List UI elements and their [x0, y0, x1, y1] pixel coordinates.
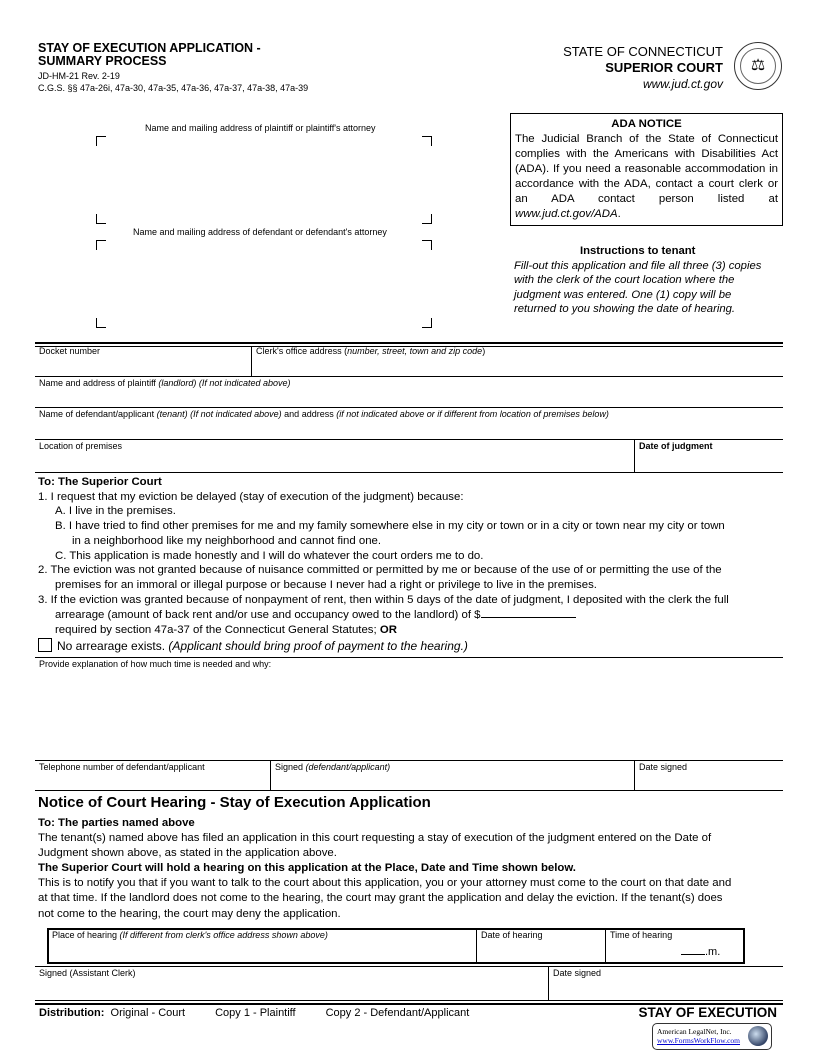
- date-signed-field[interactable]: Date signed: [639, 762, 688, 772]
- distribution: Distribution: Original - Court Copy 1 - Plaintiff Copy 2 - Defendant/Applicant: [39, 1007, 470, 1019]
- state-seal: ⚖: [734, 42, 782, 90]
- time-of-hearing-field[interactable]: Time of hearing: [610, 930, 673, 940]
- clerk-address-field[interactable]: Clerk's office address (number, street, town and zip code): [256, 346, 486, 356]
- date-of-judgment-field[interactable]: Date of judgment: [639, 441, 713, 451]
- ada-notice: ADA NOTICE The Judicial Branch of the State of Connecticut complies with the Americans with Disabilities Act (ADA). If you need a reasonable accommodation in accordance with the ADA, contact a court clerk or an ADA contact person listed at www.jud.ct.gov/ADA.: [510, 113, 783, 226]
- time-suffix: .m.: [681, 946, 720, 958]
- explanation-field[interactable]: Provide explanation of how much time is needed and why:: [39, 659, 272, 669]
- statutes: C.G.S. §§ 47a-26i, 47a-30, 47a-35, 47a-36, 47a-37, 47a-38, 47a-39: [38, 83, 309, 93]
- clerk-signature-field[interactable]: Signed (Assistant Clerk): [39, 968, 136, 978]
- notice-body: To: The parties named above The tenant(s) named above has filed an application in this court requesting a stay of execution of the judgment entered on the Date of Judgment shown above, as stated in the application above. The Superior Court will hold a hearing on this application at the Place, Date and Time shown below. This is to notify you that if you want to talk to the court about this application, you or your attorney must come to the court on that date and at that time. If the landlord does not come to the hearing, the court may grant the application and delay the eviction. If the tenant(s) does not come to the hearing, the court may deny the application.: [38, 817, 732, 920]
- instructions: Instructions to tenant Fill-out this application and file all three (3) copies with the clerk of the court location where the judgment was entered. One (1) copy will be returned to you showing the date of hearing.: [514, 245, 762, 315]
- date-of-hearing-field[interactable]: Date of hearing: [481, 930, 543, 940]
- application-body: To: The Superior Court 1. I request that my eviction be delayed (stay of execution of the judgment) because: A. I live in the premises. B. I have tried to find other premises for me and my family somewhere else in my city or town or in a city or town near my city or town in a neighborhood like my neighborhood and cannot find one. C. This application is made honestly and I will do whatever the court orders me to do. 2. The eviction was not granted because of nuisance committed or permitted by me or because of the use of or permitting the use of the premises for an immoral or illegal purpose or because I never had a right or privilege to live in the premises. 3. If the eviction was granted because of nonpayment of rent, then within 5 days of the date of judgment, I deposited with the clerk the full arrearage (amount of back rent and/or use and occupancy owed to the landlord) of $ required by section 47a-37 of the Connecticut General Statutes; OR No arrearage exists. (Applicant should bring proof of payment to the hearing.): [38, 476, 729, 653]
- form-id: JD-HM-21 Rev. 2-19: [38, 71, 120, 81]
- notice-heading: Notice of Court Hearing - Stay of Execution Application: [38, 794, 431, 811]
- legalnet-logo[interactable]: American LegalNet, Inc. www.FormsWorkFlow.com: [652, 1023, 772, 1050]
- plaintiff-field[interactable]: Name and address of plaintiff (landlord) (If not indicated above): [39, 378, 291, 388]
- arrearage-amount-field[interactable]: [481, 607, 576, 618]
- no-arrearage-checkbox[interactable]: [38, 638, 52, 652]
- clerk-date-signed-field[interactable]: Date signed: [553, 968, 602, 978]
- premises-field[interactable]: Location of premises: [39, 441, 123, 451]
- signed-field[interactable]: Signed (defendant/applicant): [275, 762, 391, 772]
- form-title: STAY OF EXECUTION APPLICATION - SUMMARY PROCESS: [38, 41, 261, 68]
- docket-number-field[interactable]: Docket number: [39, 346, 101, 356]
- court-heading: STATE OF CONNECTICUT SUPERIOR COURT www.jud.ct.gov: [563, 44, 723, 91]
- plaintiff-address-label: Name and mailing address of plaintiff or plaintiff's attorney: [145, 123, 376, 133]
- defendant-address-label: Name and mailing address of defendant or defendant's attorney: [133, 227, 387, 237]
- form-name: STAY OF EXECUTION: [638, 1005, 777, 1020]
- telephone-field[interactable]: Telephone number of defendant/applicant: [39, 762, 205, 772]
- globe-icon: [748, 1026, 768, 1046]
- defendant-field[interactable]: Name of defendant/applicant (tenant) (If not indicated above) and address (if not indicated above or if different from location of premises below): [39, 409, 609, 419]
- place-of-hearing-field[interactable]: Place of hearing (If different from clerk's office address shown above): [52, 930, 328, 940]
